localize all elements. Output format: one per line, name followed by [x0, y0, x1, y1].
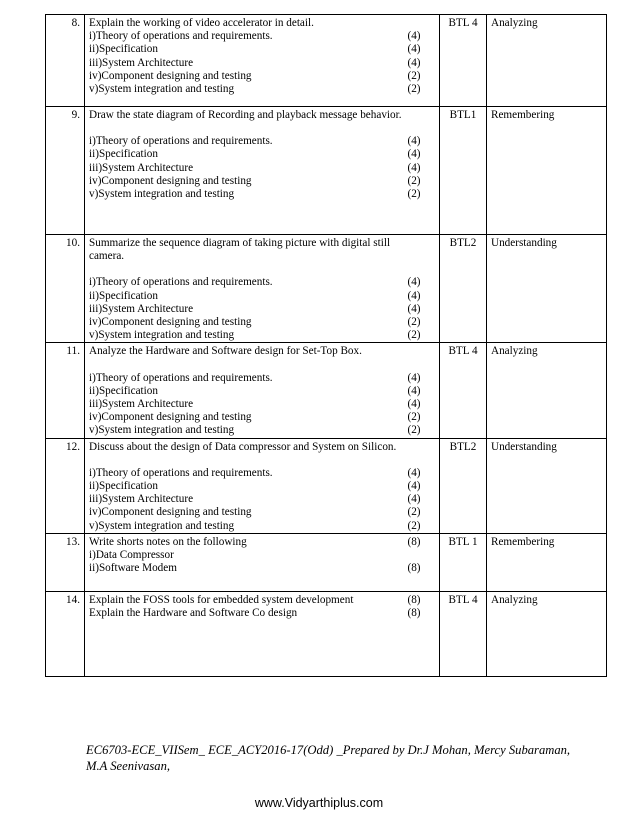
footer-credit-line-2: M.A Seenivasan, [86, 759, 171, 773]
question-line-text: iii)System Architecture [89, 161, 194, 174]
line-gap [89, 263, 435, 276]
question-text-cell [85, 15, 440, 107]
question-line-text: ii)Specification [89, 289, 158, 302]
question-line-text: Summarize the sequence diagram of taking picture with digital still [89, 237, 391, 249]
question-line-marks: (2) [407, 83, 421, 96]
btl-level: BTL 4 [440, 591, 487, 676]
question-line [89, 398, 435, 411]
question-line [89, 290, 435, 303]
question-row [46, 438, 607, 533]
question-text-cell [85, 343, 440, 438]
question-line [89, 237, 435, 250]
question-line-text: i)Data Compressor [89, 549, 174, 562]
btl-level: BTL 1 [440, 533, 487, 591]
question-line [89, 506, 435, 519]
question-line-text: ii)Specification [89, 43, 158, 56]
question-line-text: v)System integration and testing [89, 188, 235, 201]
question-line [89, 562, 435, 575]
question-line-text: ii)Specification [89, 480, 158, 493]
question-line [89, 17, 435, 30]
question-line-text: iv)Component designing and testing [89, 69, 252, 82]
question-text-cell [85, 235, 440, 343]
question-line [89, 70, 435, 83]
question-line-marks: (4) [407, 135, 421, 148]
question-line-marks: (4) [407, 30, 421, 43]
footer-credit-line-1: EC6703-ECE_VIISem_ ECE_ACY2016-17(Odd) _Prepared by Dr.J Mohan, Mercy Subaraman, [86, 743, 571, 757]
question-line-text: iv)Component designing and testing [89, 411, 252, 424]
question-line-marks: (4) [407, 161, 421, 174]
question-line [89, 441, 435, 454]
cognitive-level: Understanding [487, 235, 607, 343]
question-line [89, 162, 435, 175]
website-footer: www.Vidyarthiplus.com [254, 796, 384, 810]
question-line-marks: (8) [407, 562, 421, 575]
question-line [89, 135, 435, 148]
btl-level: BTL 4 [440, 15, 487, 107]
question-line [89, 329, 435, 342]
question-line-text: Explain the Hardware and Software Co design [89, 607, 298, 620]
question-line [89, 607, 435, 620]
question-line-text: i)Theory of operations and requirements. [89, 135, 273, 148]
question-line-marks: (2) [407, 329, 421, 342]
question-line-marks: (4) [407, 148, 421, 161]
question-line [89, 250, 435, 263]
cognitive-level: Remembering [487, 107, 607, 235]
question-line-marks: (2) [407, 188, 421, 201]
question-line-marks: (4) [407, 371, 421, 384]
question-line-text: Draw the state diagram of Recording and playback message behavior. [89, 109, 402, 121]
question-line-text: Analyze the Hardware and Software design for Set-Top Box. [89, 345, 362, 358]
question-line-marks: (8) [407, 607, 421, 620]
question-line-text: iv)Component designing and testing [89, 316, 252, 329]
question-table-body [46, 15, 607, 677]
question-line-text: v)System integration and testing [89, 329, 235, 342]
question-line-text: ii)Software Modem [89, 562, 177, 575]
question-line [89, 411, 435, 424]
btl-level: BTL2 [440, 438, 487, 533]
question-line [89, 316, 435, 329]
question-line-marks [403, 237, 425, 250]
question-line-text: v)System integration and testing [89, 83, 235, 96]
btl-level: BTL1 [440, 107, 487, 235]
question-line-marks: (8) [407, 535, 421, 548]
question-row [46, 235, 607, 343]
question-number: 13. [46, 533, 85, 591]
question-text-cell [85, 107, 440, 235]
question-line-marks [403, 549, 425, 562]
question-line [89, 345, 435, 358]
question-number: 9. [46, 107, 85, 235]
question-line [89, 594, 435, 607]
question-line-marks: (8) [407, 593, 421, 606]
question-line-text: iv)Component designing and testing [89, 174, 252, 187]
question-line-text: Write shorts notes on the following [89, 535, 247, 548]
question-line-text: v)System integration and testing [89, 519, 235, 532]
question-line [89, 43, 435, 56]
question-line-marks: (2) [407, 69, 421, 82]
line-gap [89, 359, 435, 372]
question-line [89, 303, 435, 316]
question-line-marks [403, 345, 425, 358]
question-line-marks [403, 441, 425, 454]
question-line-marks: (2) [407, 174, 421, 187]
question-line-text: iii)System Architecture [89, 56, 194, 69]
question-line [89, 276, 435, 289]
question-line-marks: (2) [407, 424, 421, 437]
question-number: 11. [46, 343, 85, 438]
question-line-text: i)Theory of operations and requirements. [89, 371, 273, 384]
question-line-marks: (4) [407, 276, 421, 289]
question-line-marks: (4) [407, 56, 421, 69]
question-line [89, 520, 435, 533]
question-number: 12. [46, 438, 85, 533]
question-line [89, 188, 435, 201]
question-line [89, 57, 435, 70]
question-line-marks: (4) [407, 398, 421, 411]
question-row [46, 15, 607, 107]
question-line-marks [403, 17, 425, 30]
question-number: 10. [46, 235, 85, 343]
cognitive-level: Analyzing [487, 591, 607, 676]
question-line-text: iii)System Architecture [89, 493, 194, 506]
question-line [89, 493, 435, 506]
question-line [89, 109, 435, 122]
question-line-text: v)System integration and testing [89, 424, 235, 437]
cognitive-level: Analyzing [487, 15, 607, 107]
question-line-marks: (4) [407, 384, 421, 397]
question-line-marks: (2) [407, 316, 421, 329]
question-line-marks: (2) [407, 411, 421, 424]
question-row [46, 591, 607, 676]
question-line-marks: (4) [407, 302, 421, 315]
question-line [89, 385, 435, 398]
question-line [89, 549, 435, 562]
line-gap [89, 454, 435, 467]
question-line-text: iii)System Architecture [89, 302, 194, 315]
question-line [89, 30, 435, 43]
question-line-marks: (4) [407, 480, 421, 493]
question-row [46, 107, 607, 235]
question-line [89, 536, 435, 549]
question-line-text: Explain the working of video accelerator in detail. [89, 17, 314, 29]
question-line [89, 148, 435, 161]
question-line [89, 424, 435, 437]
question-line-marks: (4) [407, 466, 421, 479]
question-line-marks [403, 109, 425, 122]
question-line-text: camera. [89, 250, 125, 263]
question-line [89, 372, 435, 385]
question-line-text: iii)System Architecture [89, 398, 194, 411]
question-line [89, 83, 435, 96]
question-text-cell [85, 438, 440, 533]
btl-level: BTL2 [440, 235, 487, 343]
question-line-marks: (2) [407, 519, 421, 532]
question-number: 8. [46, 15, 85, 107]
question-line [89, 467, 435, 480]
question-line-text: Explain the FOSS tools for embedded system development [89, 593, 354, 606]
question-line-text: i)Theory of operations and requirements. [89, 466, 273, 479]
question-line [89, 175, 435, 188]
question-line-marks: (4) [407, 43, 421, 56]
question-number: 14. [46, 591, 85, 676]
cognitive-level: Analyzing [487, 343, 607, 438]
question-line-text: i)Theory of operations and requirements. [89, 276, 273, 289]
question-line-text: i)Theory of operations and requirements. [89, 30, 273, 43]
question-line-marks [403, 250, 425, 263]
cognitive-level: Remembering [487, 533, 607, 591]
question-line-text: ii)Specification [89, 384, 158, 397]
btl-level: BTL 4 [440, 343, 487, 438]
cognitive-level: Understanding [487, 438, 607, 533]
question-row [46, 533, 607, 591]
question-table [45, 14, 607, 677]
question-line-text: Discuss about the design of Data compressor and System on Silicon. [89, 440, 397, 453]
question-line-text: iv)Component designing and testing [89, 506, 252, 519]
question-line [89, 480, 435, 493]
question-line-marks: (4) [407, 289, 421, 302]
question-text-cell [85, 591, 440, 676]
question-line-marks: (2) [407, 506, 421, 519]
question-row [46, 343, 607, 438]
line-gap [89, 122, 435, 135]
footer-credit [86, 742, 586, 774]
question-line-text: ii)Specification [89, 148, 158, 161]
question-line-marks: (4) [407, 493, 421, 506]
question-text-cell [85, 533, 440, 591]
